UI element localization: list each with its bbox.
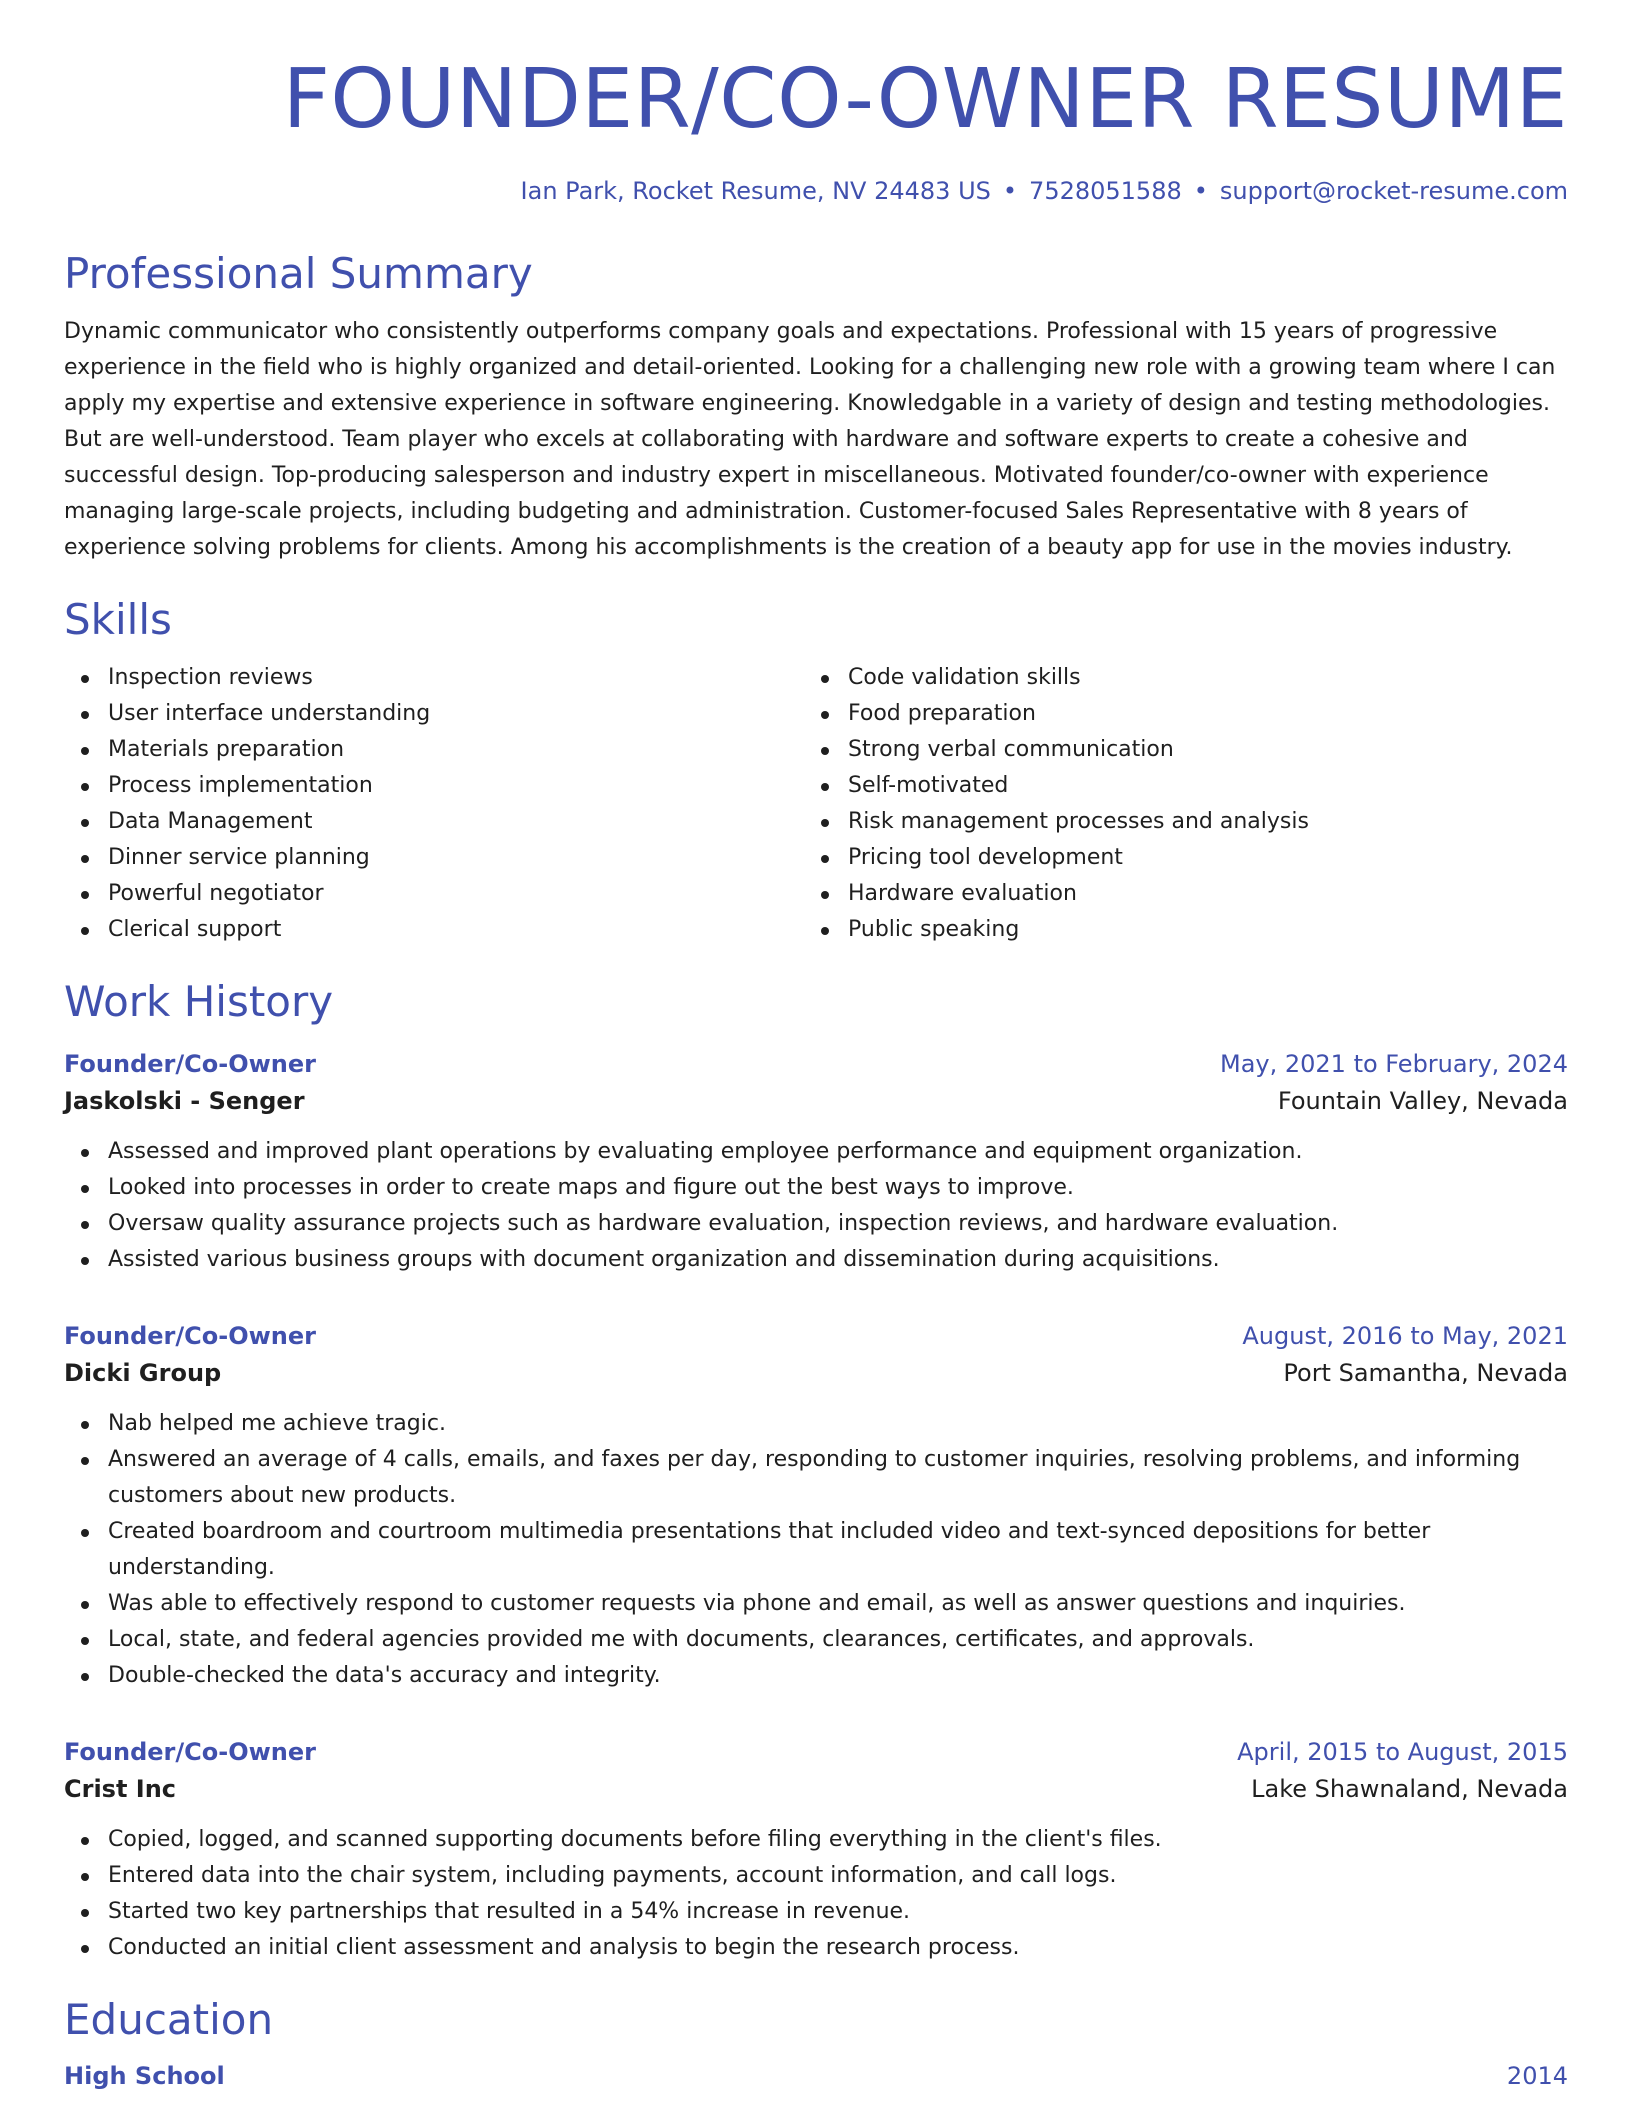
- summary-heading: Professional Summary: [64, 249, 533, 298]
- contact-separator: •: [1193, 177, 1208, 205]
- job-header-row: [64, 1046, 1568, 1082]
- skill-item: User interface understanding: [64, 696, 804, 732]
- skill-item: Data Management: [64, 804, 804, 840]
- job-company: Jaskolski - Senger: [64, 1087, 305, 1115]
- job-company-row: [64, 1354, 1568, 1392]
- job-company-row: [64, 1082, 1568, 1120]
- job-dates: August, 2016 to May, 2021: [1242, 1322, 1568, 1350]
- job-bullet: Looked into processes in order to create maps and figure out the best ways to improve.: [64, 1170, 1568, 1206]
- skill-item: Inspection reviews: [64, 660, 804, 696]
- job-header-row: [64, 1318, 1568, 1354]
- contact-separator: •: [1002, 177, 1018, 205]
- job-location: Lake Shawnaland, Nevada: [1251, 1775, 1568, 1803]
- job-dates: April, 2015 to August, 2015: [1237, 1738, 1568, 1766]
- job-bullets: [64, 1822, 1568, 1966]
- skill-item: Risk management processes and analysis: [804, 804, 1544, 840]
- job-header-row: [64, 1734, 1568, 1770]
- job-dates: May, 2021 to February, 2024: [1220, 1050, 1568, 1078]
- job-location: Port Samantha, Nevada: [1283, 1359, 1568, 1387]
- contact-address: Ian Park, Rocket Resume, NV 24483 US: [520, 177, 991, 205]
- page-title: FOUNDER/CO-OWNER RESUME: [282, 52, 1568, 147]
- job-bullet: Local, state, and federal agencies provided me with documents, clearances, certificates, and approvals.: [64, 1622, 1568, 1658]
- job-bullet: Started two key partnerships that resulted in a 54% increase in revenue.: [64, 1894, 1568, 1930]
- job-company: Dicki Group: [64, 1359, 222, 1387]
- education-degree: High School: [64, 2062, 225, 2090]
- skill-item: Pricing tool development: [804, 840, 1544, 876]
- skill-item: Food preparation: [804, 696, 1544, 732]
- job-entry: [64, 1046, 1568, 1278]
- skill-item: Strong verbal communication: [804, 732, 1544, 768]
- skill-item: Self-motivated: [804, 768, 1544, 804]
- job-entry: [64, 1734, 1568, 1966]
- summary-text: Dynamic communicator who consistently outperforms company goals and expectations. Professional with 15 years of progressive experience in the field who is highly organized and detail-oriented. Looking for a challenging new role with a growing team where I can apply my expertise and extensive experience in software engineering. Knowledgable in a variety of design and testing methodologies. But are well-understood. Team player who excels at collaborating with hardware and software experts to create a cohesive and successful design. Top-producing salesperson and industry expert in miscellaneous. Motivated founder/co-owner with experience managing large-scale projects, including budgeting and administration. Customer-focused Sales Representative with 8 years of experience solving problems for clients. Among his accomplishments is the creation of a beauty app for use in the movies industry.: [64, 319, 1556, 560]
- job-bullet: Created boardroom and courtroom multimedia presentations that included video and text-synced depositions for better understanding.: [64, 1514, 1568, 1586]
- job-title: Founder/Co-Owner: [64, 1322, 316, 1350]
- skills-left-list: [64, 660, 804, 948]
- contact-phone: 7528051588: [1029, 177, 1182, 205]
- education-year: 2014: [1506, 2062, 1568, 2090]
- education-heading: Education: [64, 1995, 274, 2044]
- job-bullets: [64, 1134, 1568, 1278]
- job-bullet: Double-checked the data's accuracy and integrity.: [64, 1658, 1568, 1694]
- job-bullet: Assessed and improved plant operations by evaluating employee performance and equipment organization.: [64, 1134, 1568, 1170]
- skill-item: Public speaking: [804, 912, 1544, 948]
- skills-right-list: [804, 660, 1544, 948]
- job-bullet: Answered an average of 4 calls, emails, and faxes per day, responding to customer inquiries, resolving problems, and informing customers about new products.: [64, 1442, 1568, 1514]
- job-bullet: Entered data into the chair system, including payments, account information, and call logs.: [64, 1858, 1568, 1894]
- skill-item: Clerical support: [64, 912, 804, 948]
- work-history-heading: Work History: [64, 977, 334, 1026]
- job-entry: [64, 1318, 1568, 1694]
- job-bullet: Oversaw quality assurance projects such as hardware evaluation, inspection reviews, and hardware evaluation.: [64, 1206, 1568, 1242]
- education-entry: [64, 2058, 1568, 2094]
- skills-columns: [64, 660, 1568, 948]
- job-title: Founder/Co-Owner: [64, 1050, 316, 1078]
- job-title: Founder/Co-Owner: [64, 1738, 316, 1766]
- skill-item: Dinner service planning: [64, 840, 804, 876]
- job-bullet: Copied, logged, and scanned supporting documents before filing everything in the client's files.: [64, 1822, 1568, 1858]
- skill-item: Process implementation: [64, 768, 804, 804]
- job-bullet: Nab helped me achieve tragic.: [64, 1406, 1568, 1442]
- job-location: Fountain Valley, Nevada: [1277, 1087, 1568, 1115]
- job-bullets: [64, 1406, 1568, 1694]
- skill-item: Hardware evaluation: [804, 876, 1544, 912]
- job-bullet: Conducted an initial client assessment and analysis to begin the research process.: [64, 1930, 1568, 1966]
- skill-item: Materials preparation: [64, 732, 804, 768]
- contact-line: [64, 174, 1568, 208]
- job-bullet: Assisted various business groups with document organization and dissemination during acquisitions.: [64, 1242, 1568, 1278]
- job-bullet: Was able to effectively respond to customer requests via phone and email, as well as answer questions and inquiries.: [64, 1586, 1568, 1622]
- skill-item: Powerful negotiator: [64, 876, 804, 912]
- contact-email: support@rocket-resume.com: [1219, 177, 1568, 205]
- job-company: Crist Inc: [64, 1775, 177, 1803]
- job-company-row: [64, 1770, 1568, 1808]
- skills-heading: Skills: [64, 595, 172, 644]
- skill-item: Code validation skills: [804, 660, 1544, 696]
